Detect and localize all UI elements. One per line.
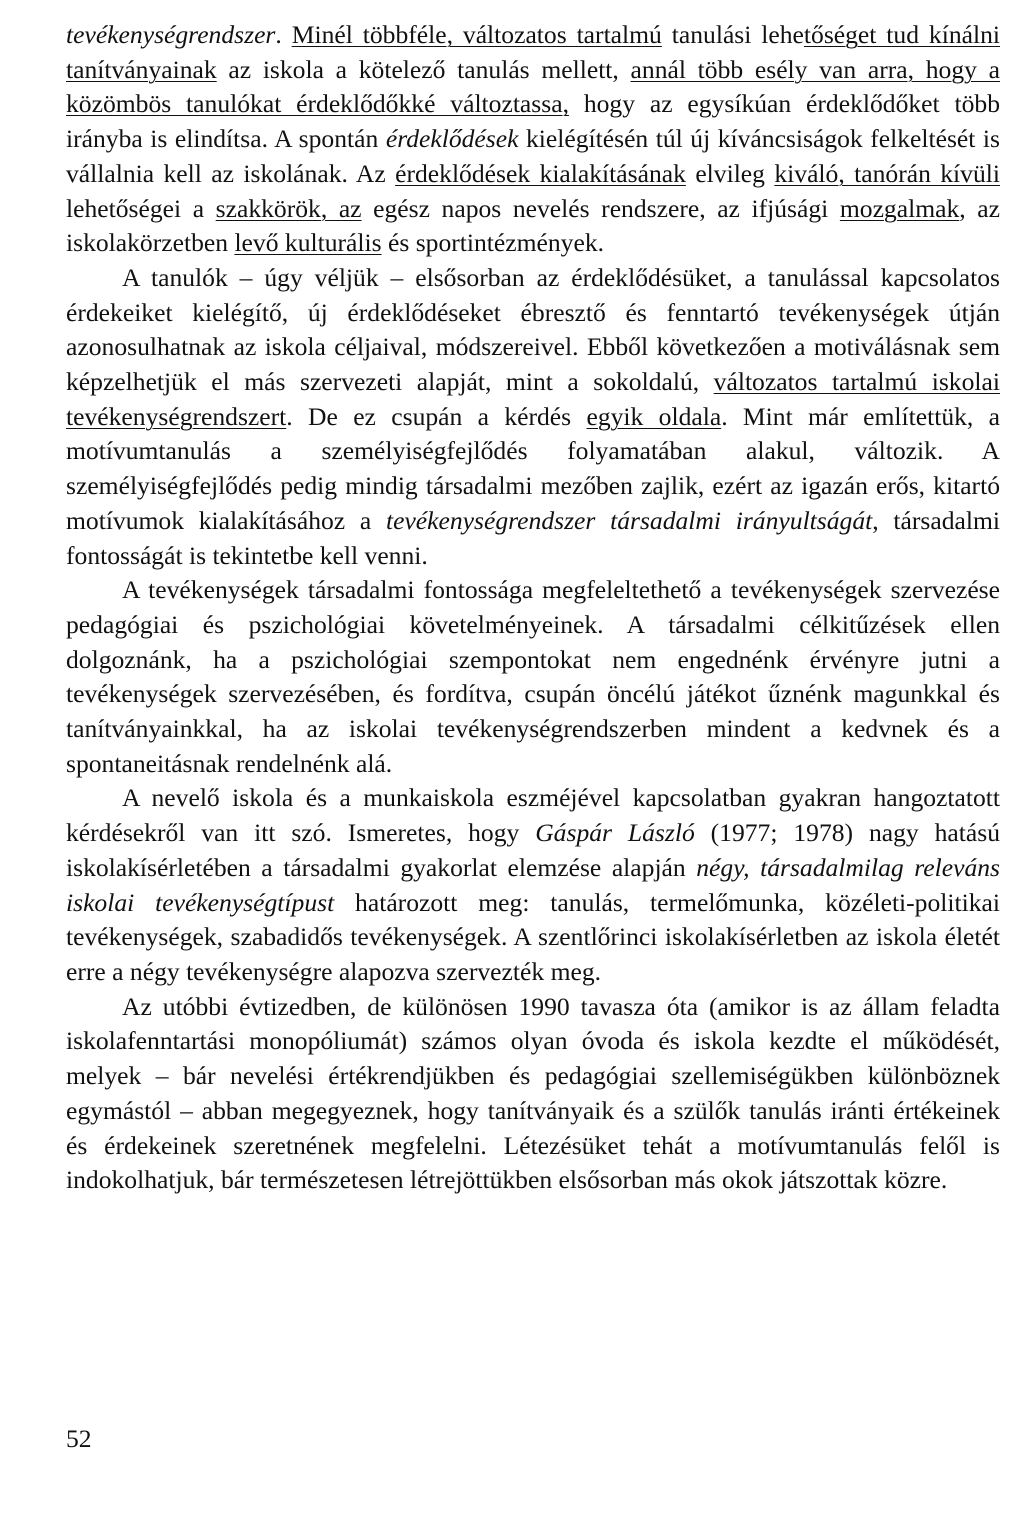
text-run: A tevékenységek társadalmi fontossága megfeleltethető a tevékenységek szervezése pedagógiai és pszichológiai követelményeinek. A társadalmi célkitűzések ellen dolgoznánk, ha a pszichológiai szempontokat nem engednénk érvényre jutni a tevékenységek szervezésében, és fordítva, csupán öncélú játékot űznénk magunkkal és tanítványainkkal, ha az iskolai tevékenységrendszerben mindent a kedvnek és a spontaneitásnak rendelnénk alá. (66, 575, 1000, 778)
italic-text: Gáspár László (535, 818, 695, 848)
paragraph (66, 18, 1000, 261)
text-run: egész napos nevelés rendszere, az ifjúsági (361, 193, 840, 223)
underlined-text: kiváló, tanórán kívüli (774, 158, 1000, 188)
italic-text: tevékenységrendszer (66, 20, 276, 49)
text-run: kielégítésén túl új kíváncsiságok felkeltését is vállalnia kell az iskolának. Az (66, 124, 1000, 188)
paragraph (66, 573, 1000, 781)
text-run: Az utóbbi évtizedben, de különösen 1990 tavasza óta (amikor is az állam feladta iskolafenntartási monopóliumát) számos olyan óvoda és iskola kezdte el működését, melyek – bár nevelési értékrendjükben és pedagógiai szellemiségükben különböznek egymástól – abban megegyeznek, hogy tanítványaik és a szülők tanulás iránti értékeinek és érdekeinek szeretnének megfelelni. Létezésüket tehát a motívumtanulás felől is indokolhatjuk, bár természetesen létrejöttükben elsősorban más okok játszottak közre. (66, 991, 1000, 1195)
text-run: , az iskolakörzetben (66, 193, 1000, 258)
underlined-text: szakkörök, az (215, 193, 362, 223)
text-run: határozott meg: tanulás, termelőmunka, közéleti-politikai tevékenységek, szabadidős tevékenységek. A szentlőrinci iskolakísérletben az iskola életét erre a négy tevékenységre alapozva szervezték meg. (66, 887, 1000, 986)
text-run: . Mint már említettük, a motívumtanulás a személyiségfejlődés folyamatában alakul, változik. A személyiségfejlődés pedig mindig társadalmi mezőben zajlik, ezért az igazán erős, kitartó motívumok kialakításához a (66, 401, 1001, 535)
paragraph (66, 781, 1000, 989)
underlined-text: annál több esély van arra, hogy a közömbös tanulókat érdeklődőkké változtassa, (66, 54, 1000, 119)
paragraph (66, 261, 1000, 573)
text-run: (1977; 1978) nagy hatású iskolakísérletében a társadalmi gyakorlat elemzése alapján (66, 818, 1000, 882)
italic-text: tevékenységrendszer társadalmi irányultságát (385, 505, 873, 535)
underlined-text: tőséget tud kínálni tanítványainak (66, 20, 1001, 84)
underlined-text: egyik oldala (586, 401, 722, 431)
underlined-text: Minél többféle, változatos tartalmú (291, 20, 662, 49)
underlined-text: változatos tartalmú iskolai tevékenységrendszert (66, 367, 1000, 431)
text-run: A nevelő iskola és a munkaiskola eszméjével kapcsolatban gyakran hangoztatott kérdésekről van itt szó. Ismeretes, hogy (66, 783, 1000, 848)
underlined-text: érdeklődések kialakításának (395, 158, 686, 188)
underlined-text: levő kulturális (234, 228, 382, 258)
italic-text: négy, társadalmilag releváns iskolai tevékenységtípust (66, 852, 1000, 917)
text-run: . De ez csupán a kérdés (286, 401, 587, 431)
text-run: az iskola a kötelező tanulás mellett, (216, 54, 631, 84)
text-run: és sportintézmények. (381, 228, 605, 258)
page-number: 52 (66, 1424, 92, 1453)
text-run: hogy az egysíkúan érdeklődőket több irányba is elindítsa. A spontán (66, 89, 1000, 154)
text-run: lehetőségei a (66, 193, 216, 223)
italic-text: érdeklődések (385, 124, 519, 154)
paragraph (66, 990, 1000, 1198)
text-run: A tanulók – úgy véljük – elsősorban az érdeklődésüket, a tanulással kapcsolatos érdekeiket kielégítő, új érdeklődéseket ébresztő és fenntartó tevékenységek útján azonosulhatnak az iskola céljaival, módszereivel. Ebből következően a motiválásnak sem képzelhetjük el más szervezeti alapját, mint a sokoldalú, (66, 262, 1000, 397)
text-run: . (275, 20, 292, 49)
text-run: tanulási lehe (661, 20, 804, 49)
underlined-text: mozgalmak (839, 193, 960, 223)
body-text (66, 18, 1000, 1198)
text-run: elvileg (685, 158, 775, 188)
text-run: , társadalmi fontosságát is tekintetbe kell venni. (66, 505, 1000, 570)
